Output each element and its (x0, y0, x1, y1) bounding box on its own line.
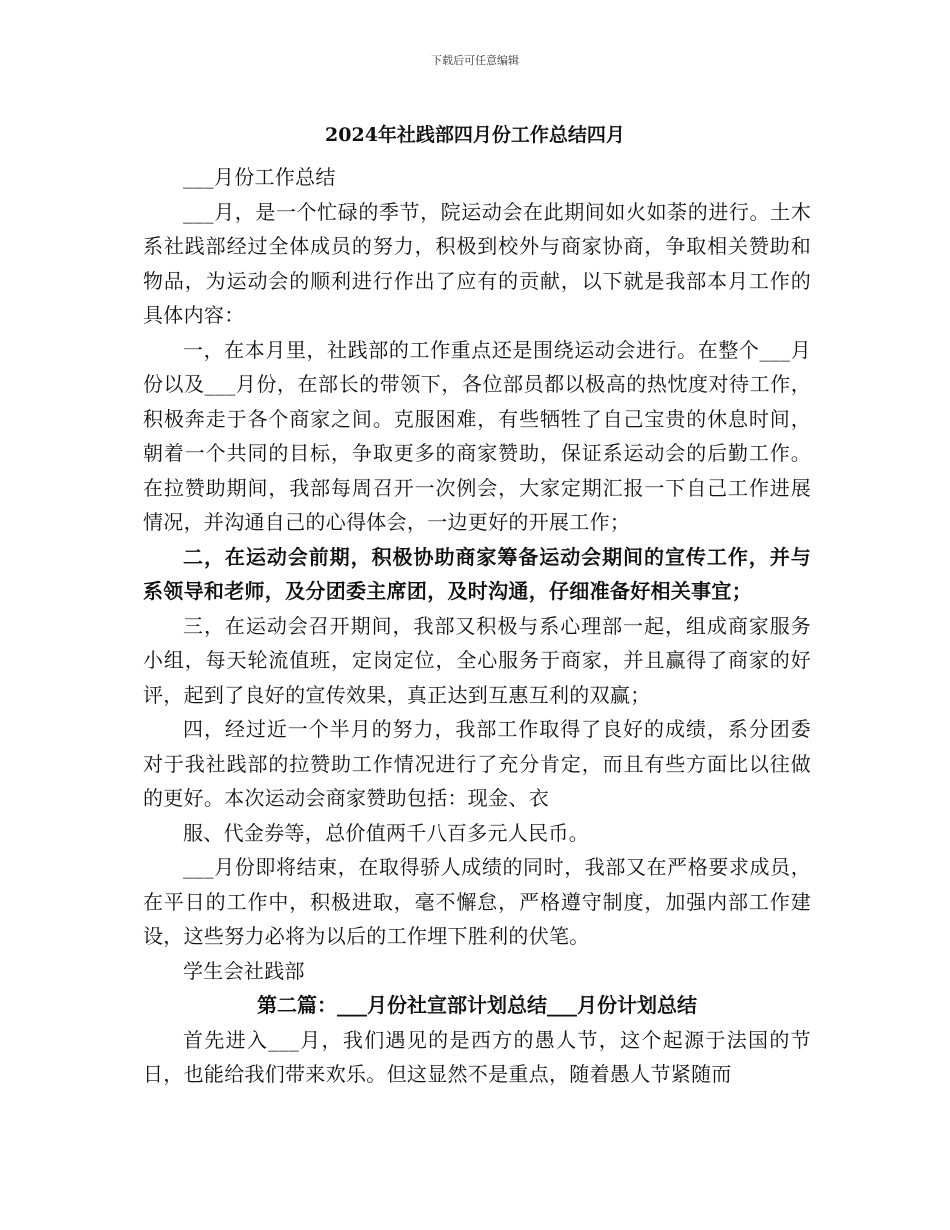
paragraph-item-4: 四，经过近一个半月的努力，我部工作取得了良好的成绩，系分团委对于我社践部的拉赞助工作情况进行了充分肯定，而且有些方面比以往做的更好。本次运动会商家赞助包括：现金、衣 (143, 717, 811, 810)
section-2-heading: 第二篇：___月份社宣部计划总结___月份计划总结 (257, 993, 697, 1017)
document-body (143, 160, 811, 1092)
document-title: 2024年社践部四月份工作总结四月 (325, 124, 625, 146)
section-2-paragraph: 首先进入___月，我们遇见的是西方的愚人节，这个起源于法国的节日，也能给我们带来欢乐。但这显然不是重点，随着愚人节紧随而 (143, 1027, 811, 1086)
paragraph-item-4-continued: 服、代金券等，总价值两千八百多元人民币。 (183, 820, 589, 845)
paragraph-subtitle: ___月份工作总结 (183, 165, 336, 189)
paragraph-signature: 学生会社践部 (183, 958, 305, 983)
paragraph-item-3: 三，在运动会召开期间，我部又积极与系心理部一起，组成商家服务小组，每天轮流值班，定岗定位，全心服务于商家，并且赢得了商家的好评，起到了良好的宣传效果，真正达到互惠互利的双赢； (143, 613, 811, 707)
paragraph-intro: ___月，是一个忙碌的季节，院运动会在此期间如火如荼的进行。土木系社践部经过全体成员的努力，积极到校外与商家协商，争取相关赞助和物品，为运动会的顺利进行作出了应有的贡献，以下就是我部本月工作的具体内容： (143, 199, 811, 327)
paragraph-item-1: 一，在本月里，社践部的工作重点还是围绕运动会进行。在整个___月份以及___月份，在部长的带领下，各位部员都以极高的热忱度对待工作，积极奔走于各个商家之间。克服困难，有些牺牲了自己宝贵的休息时间，朝着一个共同的目标，争取更多的商家赞助，保证系运动会的后勤工作。在拉赞助期间，我部每周召开一次例会，大家定期汇报一下自己工作进展情况，并沟通自己的心得体会，一边更好的开展工作； (143, 337, 811, 534)
paragraph-conclusion: ___月份即将结束，在取得骄人成绩的同时，我部又在严格要求成员，在平日的工作中，积极进取，毫不懈怠，严格遵守制度，加强内部工作建设，这些努力必将为以后的工作埋下胜利的伏笔。 (143, 855, 811, 948)
paragraph-item-2: 二，在运动会前期，积极协助商家筹备运动会期间的宣传工作，并与系领导和老师，及分团委主席团，及时沟通，仔细准备好相关事宜； (143, 544, 811, 603)
page-header-note: 下载后可任意编辑 (431, 54, 519, 67)
